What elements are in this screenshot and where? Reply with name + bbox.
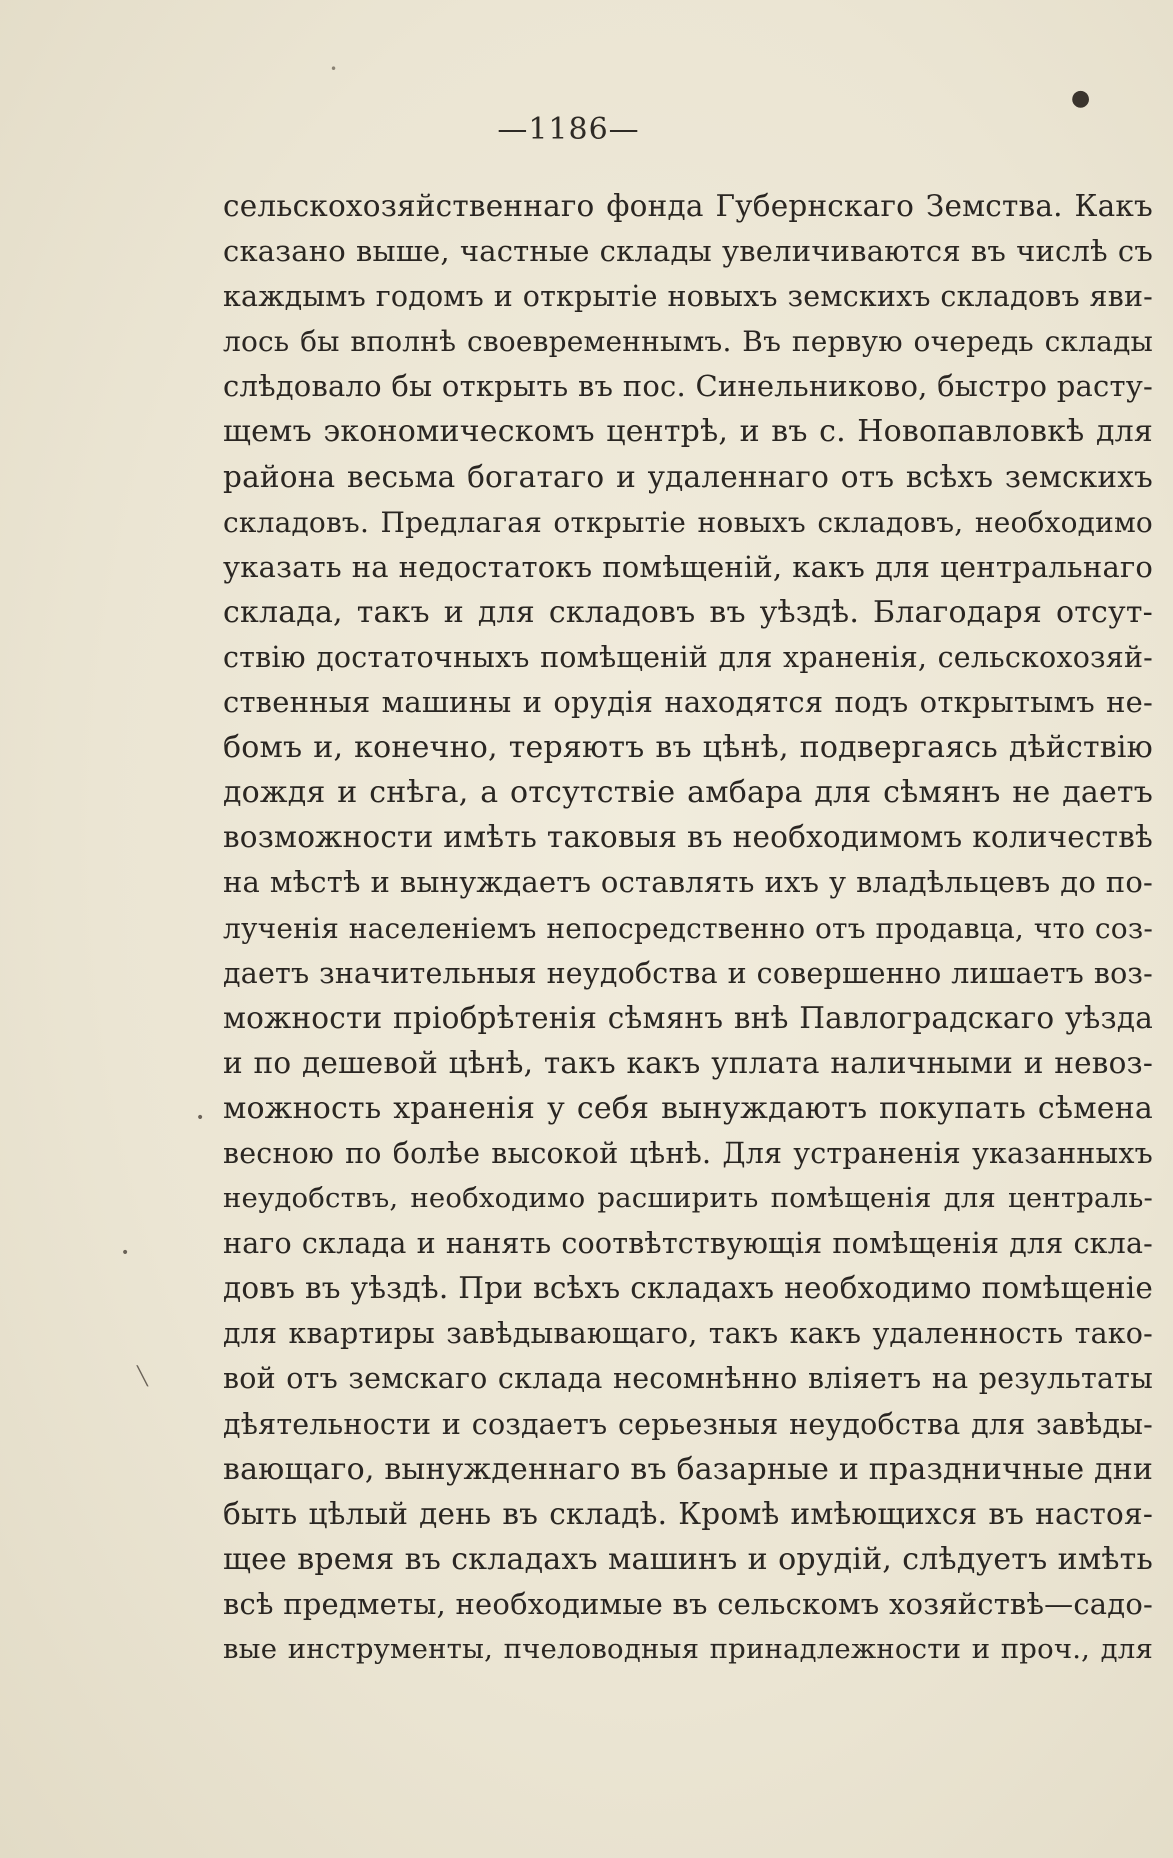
text-line: склада, такъ и для складовъ въ уѣздѣ. Благодаря отсут- [223,594,1153,630]
ink-speck: • [330,62,338,76]
text-line: складовъ. Предлагая открытіе новыхъ складовъ, необходимо [223,505,1153,539]
text-line: вающаго, вынужденнаго въ базарные и праздничные дни [223,1451,1154,1487]
text-line: района весьма богатаго и удаленнаго отъ всѣхъ земскихъ [223,459,1153,494]
text-line: весною по болѣе высокой цѣнѣ. Для устраненія указанныхъ [223,1136,1153,1170]
text-line: бомъ и, конечно, теряютъ въ цѣнѣ, подвергаясь дѣйствію [223,730,1153,766]
text-line: можность храненія у себя вынуждаютъ покупать сѣмена [223,1090,1153,1126]
text-line: слѣдовало бы открыть въ пос. Синельниково, быстро расту- [223,369,1153,404]
text-line: сказано выше, частные склады увеличиваются въ числѣ съ [223,234,1153,269]
text-line: лученія населеніемъ непосредственно отъ продавца, что соз- [223,911,1153,945]
text-line: щее время въ складахъ машинъ и орудій, слѣдуетъ имѣть [223,1541,1153,1577]
ink-blot: ● [1071,86,1091,111]
margin-dot: • [121,1245,130,1261]
text-line: лось бы вполнѣ своевременнымъ. Въ первую очередь склады [223,325,1153,359]
text-line: указать на недостатокъ помѣщеній, какъ для центральнаго [223,549,1153,584]
text-line: сельскохозяйственнаго фонда Губернскаго Земства. Какъ [223,189,1153,223]
margin-dot: • [196,1110,205,1126]
text-line: ствію достаточныхъ помѣщеній для храненія, сельскохозяй- [223,640,1153,674]
text-line: и по дешевой цѣнѣ, такъ какъ уплата наличными и невоз- [223,1045,1153,1080]
text-line: быть цѣлый день въ складѣ. Кромѣ имѣющихся въ настоя- [223,1496,1153,1531]
text-line: вой отъ земскаго склада несомнѣнно вліяетъ на результаты [223,1362,1153,1396]
text-line: можности пріобрѣтенія сѣмянъ внѣ Павлоградскаго уѣзда [223,1000,1153,1035]
text-line: возможности имѣть таковыя въ необходимомъ количествѣ [223,820,1153,855]
text-line: щемъ экономическомъ центрѣ, и въ с. Новопавловкѣ для [223,414,1153,450]
text-line: ственныя машины и орудія находятся подъ открытымъ не- [223,685,1153,720]
text-line: на мѣстѣ и вынуждаетъ оставлять ихъ у владѣльцевъ до по- [223,865,1153,900]
text-line: довъ въ уѣздѣ. При всѣхъ складахъ необходимо помѣщеніе [223,1271,1153,1306]
text-line: вые инструменты, пчеловодныя принадлежности и проч., для [223,1633,1153,1665]
body-text [223,184,1153,1672]
page-number [0,112,1173,147]
text-line: даетъ значительныя неудобства и совершенно лишаетъ воз- [223,956,1153,990]
text-line: неудобствъ, необходимо расширить помѣщенія для централь- [223,1182,1153,1215]
text-line: каждымъ годомъ и открытіе новыхъ земскихъ складовъ яви- [223,280,1153,314]
text-line: наго склада и нанять соотвѣтствующія помѣщенія для скла- [223,1227,1153,1261]
text-line: для квартиры завѣдывающаго, такъ какъ удаленность тако- [223,1317,1153,1351]
text-line: всѣ предметы, необходимые въ сельскомъ хозяйствѣ—садо- [223,1586,1153,1621]
text-line: дождя и снѣга, а отсутствіе амбара для сѣмянъ не даетъ [223,775,1153,811]
text-line: дѣятельности и создаетъ серьезныя неудобства для завѣды- [223,1407,1153,1441]
page-number-text: —1186— [497,112,640,147]
margin-stroke: ╲ [137,1366,148,1387]
